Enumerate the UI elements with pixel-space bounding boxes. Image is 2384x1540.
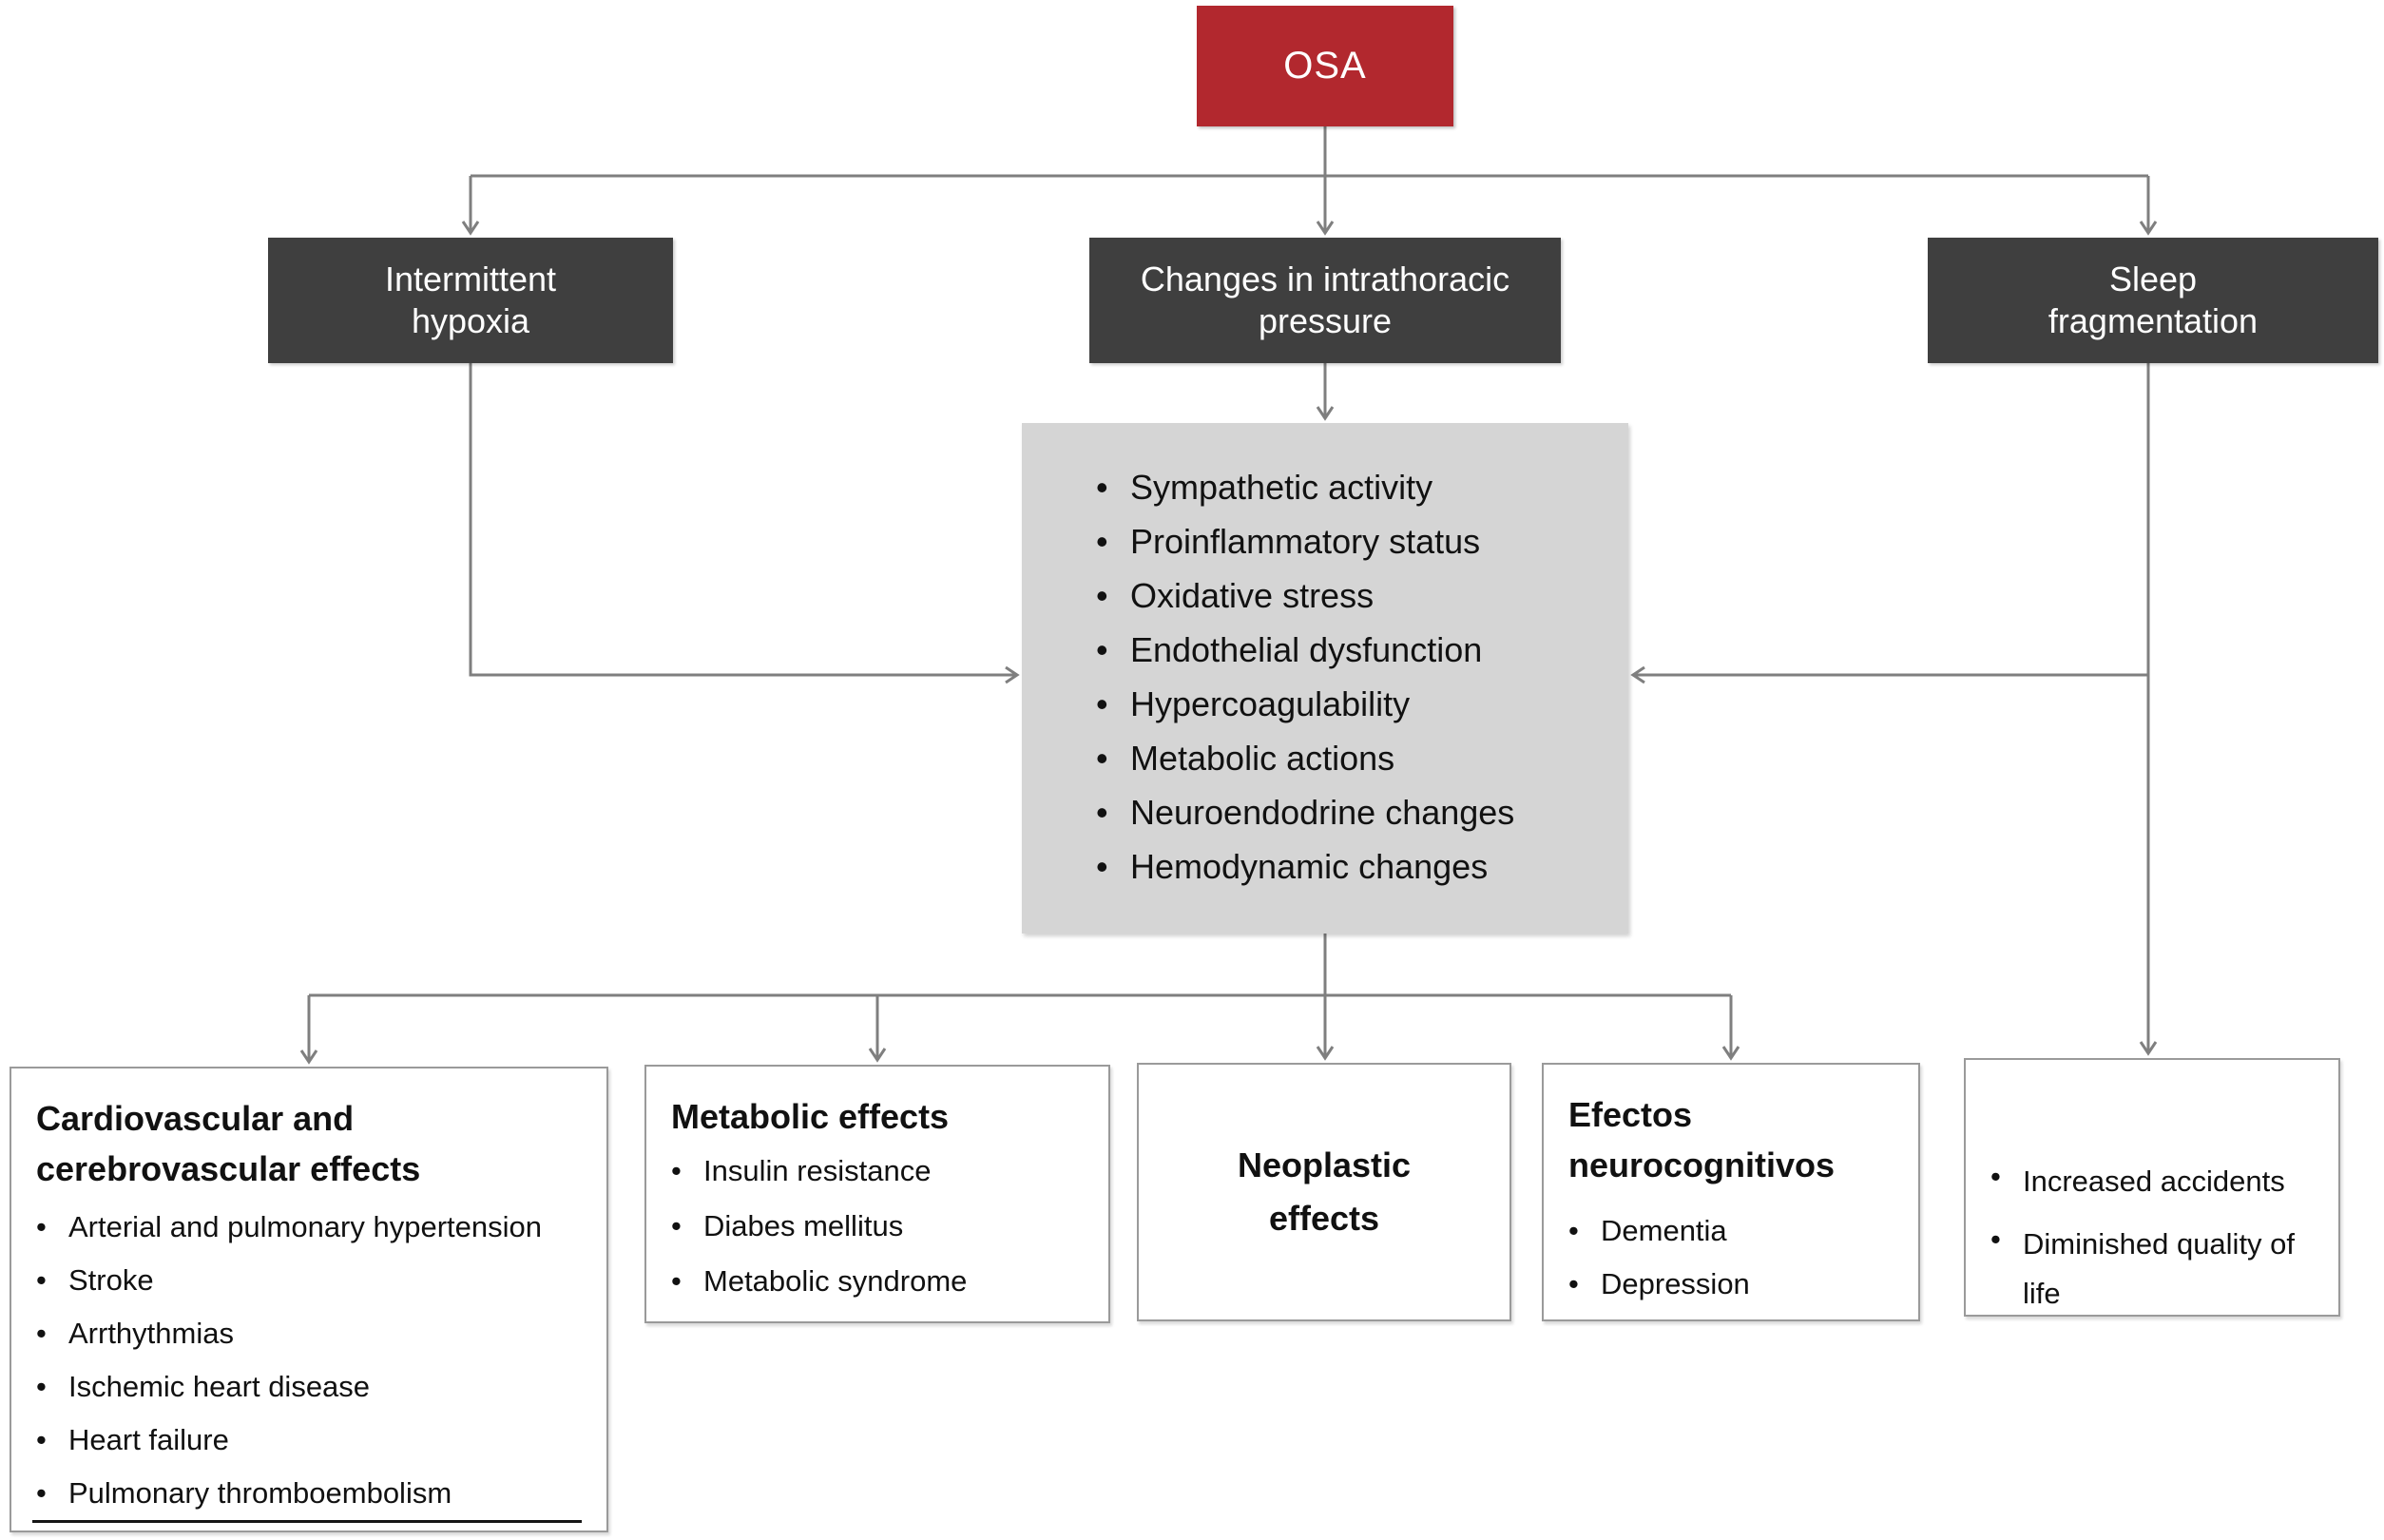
outcome-content bbox=[1966, 1060, 2338, 1332]
outcome-title: Neoplastic effects bbox=[1237, 1145, 1412, 1238]
outcome-list bbox=[1568, 1211, 1901, 1304]
pathway-label: Sleep fragmentation bbox=[2048, 260, 2259, 340]
outcome-content bbox=[646, 1067, 1108, 1317]
list-item: • Diminished quality of life bbox=[1990, 1220, 2321, 1319]
list-item: • Ischemic heart disease bbox=[36, 1367, 589, 1407]
list-item: • Sympathetic activity bbox=[1096, 465, 1514, 519]
outcome-list bbox=[36, 1207, 589, 1513]
mechanisms-list bbox=[1022, 423, 1514, 898]
mechanisms-box bbox=[1022, 423, 1628, 934]
list-item: • Diabes mellitus bbox=[671, 1206, 1091, 1246]
outcome-box-metabolic bbox=[644, 1065, 1110, 1323]
pathway-node-intermittent-hypoxia bbox=[268, 238, 673, 363]
pathway-node-intrathoracic-pressure bbox=[1089, 238, 1561, 363]
list-item: • Arterial and pulmonary hypertension bbox=[36, 1207, 589, 1247]
list-item: • Neuroendodrine changes bbox=[1096, 790, 1514, 844]
root-node-osa bbox=[1197, 6, 1453, 126]
outcome-title: Efectos neurocognitivos bbox=[1568, 1095, 1836, 1184]
outcome-box-cardiovascular bbox=[10, 1067, 608, 1532]
list-item: • Dementia bbox=[1568, 1211, 1901, 1251]
list-item: • Depression bbox=[1568, 1264, 1901, 1304]
list-item: • Hypercoagulability bbox=[1096, 682, 1514, 736]
edge-hypoxia-to-mechanisms bbox=[471, 363, 1016, 675]
list-item: • Metabolic syndrome bbox=[671, 1261, 1091, 1301]
bottom-rule bbox=[32, 1520, 582, 1523]
list-item: • Stroke bbox=[36, 1261, 589, 1300]
outcome-title: Cardiovascular and cerebrovascular effects bbox=[36, 1099, 421, 1188]
outcome-box-accidents-quality-of-life bbox=[1964, 1058, 2340, 1317]
outcome-box-neurocognitive bbox=[1542, 1063, 1920, 1321]
list-item: • Insulin resistance bbox=[671, 1151, 1091, 1191]
outcome-box-neoplastic bbox=[1137, 1063, 1511, 1321]
list-item: • Hemodynamic changes bbox=[1096, 844, 1514, 898]
list-item: • Heart failure bbox=[36, 1420, 589, 1460]
list-item: • Increased accidents bbox=[1990, 1157, 2321, 1206]
list-item: • Arrthythmias bbox=[36, 1314, 589, 1354]
outcome-content bbox=[11, 1068, 606, 1527]
outcome-list bbox=[671, 1151, 1091, 1301]
outcome-content bbox=[1544, 1065, 1918, 1318]
list-item: • Endothelial dysfunction bbox=[1096, 627, 1514, 682]
list-item: • Proinflammatory status bbox=[1096, 519, 1514, 573]
list-item: • Pulmonary thromboembolism bbox=[36, 1473, 589, 1513]
pathway-label: Intermittent hypoxia bbox=[384, 260, 557, 340]
outcome-title: Metabolic effects bbox=[671, 1097, 950, 1136]
root-node-label: OSA bbox=[1283, 45, 1367, 87]
outcome-list bbox=[1990, 1157, 2321, 1319]
pathway-label: Changes in intrathoracic pressure bbox=[1140, 260, 1510, 340]
list-item: • Oxidative stress bbox=[1096, 573, 1514, 627]
pathway-node-sleep-fragmentation bbox=[1928, 238, 2378, 363]
list-item: • Metabolic actions bbox=[1096, 736, 1514, 790]
